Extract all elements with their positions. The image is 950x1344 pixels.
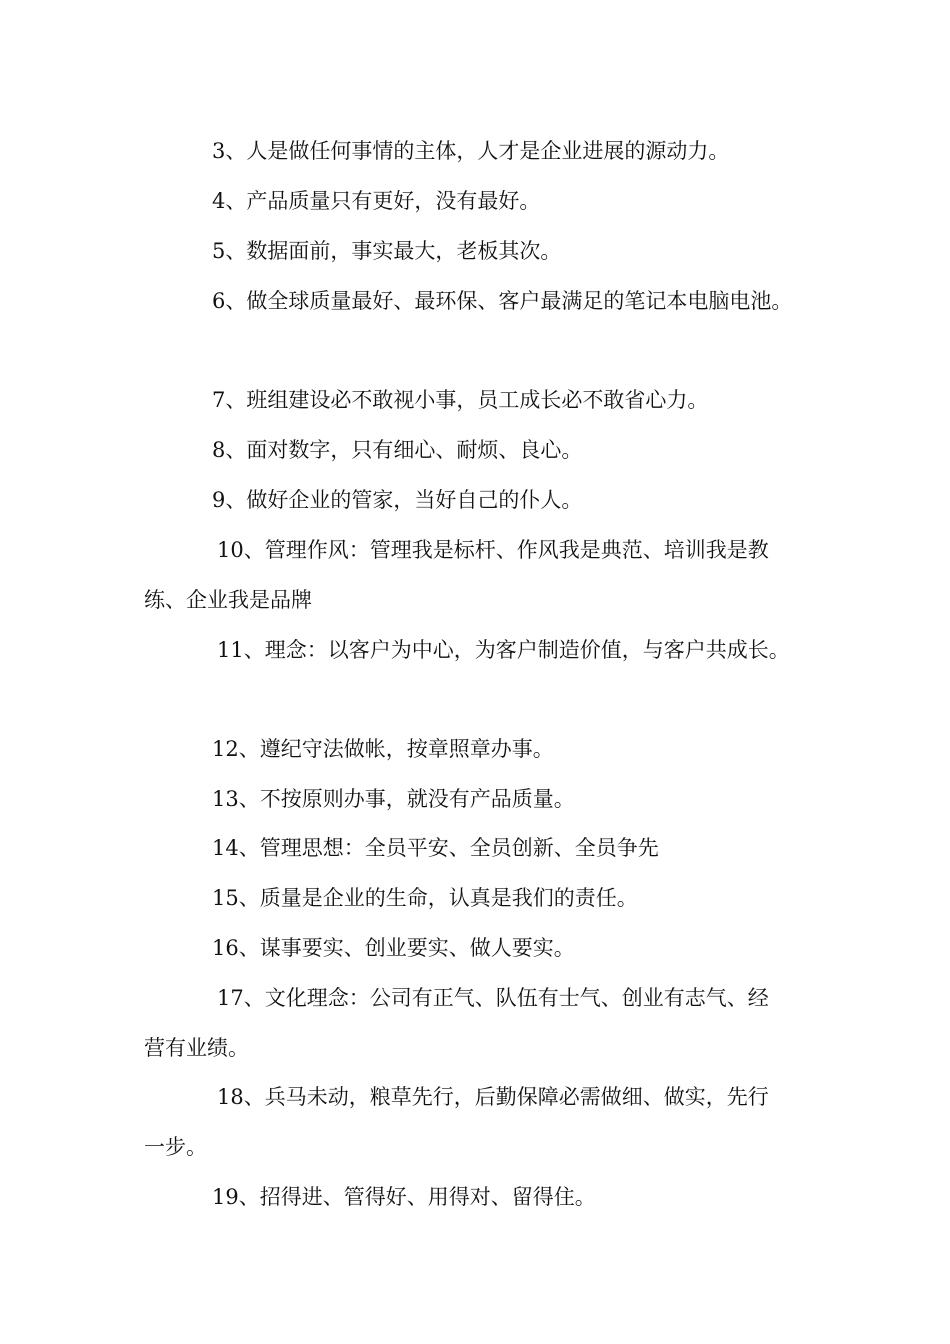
list-item: 14、管理思想：全员平安、全员创新、全员争先 [212, 836, 659, 860]
list-item: 19、招得进、管得好、用得对、留得住。 [212, 1185, 596, 1209]
list-item: 5、数据面前，事实最大，老板其次。 [212, 239, 562, 263]
list-item: 18、兵马未动，粮草先行，后勤保障必需做细、做实，先行 [217, 1085, 769, 1109]
list-item: 6、做全球质量最好、最环保、客户最满足的笔记本电脑电池。 [212, 289, 793, 313]
list-item: 10、管理作风：管理我是标杆、作风我是典范、培训我是教 [217, 538, 769, 562]
list-item-continuation: 营有业绩。 [144, 1036, 249, 1060]
list-item: 3、人是做任何事情的主体，人才是企业进展的源动力。 [212, 139, 730, 163]
list-item: 11、理念：以客户为中心，为客户制造价值，与客户共成长。 [217, 638, 790, 662]
list-item-continuation: 一步。 [144, 1135, 207, 1159]
list-item: 15、质量是企业的生命，认真是我们的责任。 [212, 886, 638, 910]
list-item: 17、文化理念：公司有正气、队伍有士气、创业有志气、经 [217, 986, 769, 1010]
list-item-continuation: 练、企业我是品牌 [144, 588, 312, 612]
list-item: 16、谋事要实、创业要实、做人要实。 [212, 936, 575, 960]
list-item: 9、做好企业的管家，当好自己的仆人。 [212, 488, 583, 512]
list-item: 8、面对数字，只有细心、耐烦、良心。 [212, 438, 583, 462]
list-item: 12、遵纪守法做帐，按章照章办事。 [212, 737, 554, 761]
list-item: 4、产品质量只有更好，没有最好。 [212, 189, 541, 213]
list-item: 13、不按原则办事，就没有产品质量。 [212, 787, 575, 811]
list-item: 7、班组建设必不敢视小事，员工成长必不敢省心力。 [212, 388, 709, 412]
